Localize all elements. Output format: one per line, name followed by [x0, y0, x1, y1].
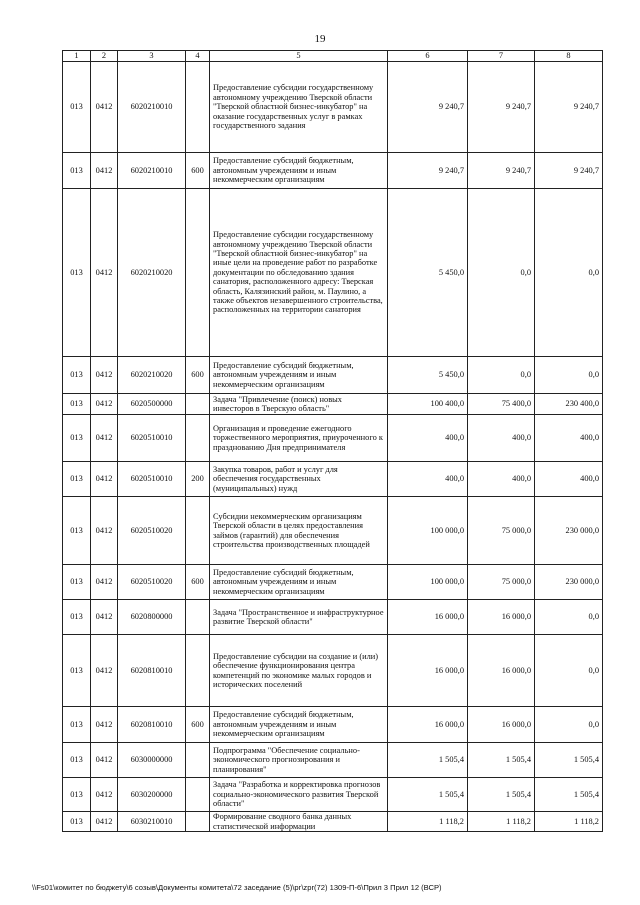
- table-cell: [186, 62, 210, 153]
- table-cell: 6030210010: [118, 812, 186, 832]
- table-cell: [186, 415, 210, 462]
- table-cell: 16 000,0: [468, 707, 535, 743]
- column-header: 3: [118, 51, 186, 62]
- table-cell: Предоставление субсидий бюджетным, автономным учреждениям и иным некоммерческим организациям: [210, 565, 388, 600]
- table-cell: [186, 497, 210, 565]
- table-cell: 200: [186, 462, 210, 497]
- table-cell: 6020510010: [118, 462, 186, 497]
- table-cell: 400,0: [388, 462, 468, 497]
- table-cell: 400,0: [468, 415, 535, 462]
- column-header: 5: [210, 51, 388, 62]
- table-cell: 1 118,2: [535, 812, 603, 832]
- table-cell: 6020210020: [118, 357, 186, 394]
- table-cell: 0412: [91, 497, 118, 565]
- column-header: 6: [388, 51, 468, 62]
- table-cell: 16 000,0: [388, 600, 468, 635]
- table-cell: 013: [63, 357, 91, 394]
- table-cell: 013: [63, 497, 91, 565]
- table-cell: 0,0: [535, 635, 603, 707]
- table-cell: 0,0: [535, 189, 603, 357]
- table-cell: 6030000000: [118, 743, 186, 778]
- table-cell: Задача "Разработка и корректировка прогнозов социально-экономического развития Тверской области": [210, 778, 388, 812]
- table-row: [63, 635, 603, 707]
- table-cell: 16 000,0: [468, 635, 535, 707]
- table-cell: 16 000,0: [388, 707, 468, 743]
- table-row: [63, 778, 603, 812]
- table-cell: 6020510020: [118, 565, 186, 600]
- table-row: [63, 462, 603, 497]
- table-cell: Субсидии некоммерческим организациям Тверской области в целях предоставления займов (гарантий) для обеспечения строительства производственных площадей: [210, 497, 388, 565]
- table-row: [63, 707, 603, 743]
- table-cell: 1 505,4: [468, 778, 535, 812]
- table-cell: 400,0: [535, 462, 603, 497]
- table-cell: 013: [63, 812, 91, 832]
- table-cell: 600: [186, 565, 210, 600]
- table-cell: 0412: [91, 62, 118, 153]
- table-cell: 013: [63, 394, 91, 415]
- table-cell: 1 118,2: [388, 812, 468, 832]
- table-cell: 0412: [91, 462, 118, 497]
- table-cell: 0,0: [535, 707, 603, 743]
- table-cell: 6020810010: [118, 635, 186, 707]
- table-cell: 75 000,0: [468, 497, 535, 565]
- table-cell: 6020810010: [118, 707, 186, 743]
- table-cell: 6030200000: [118, 778, 186, 812]
- table-cell: Предоставление субсидии государственному автономному учреждению Тверской области "Тверской областной бизнес-инкубатор" на иные цели на проведение работ по разработке документации по обследованию здания санатория, расположенного адресу: Тверская область, Калязинский район, м. Паулино, а также объектов незавершенного строительства, расположенных на территории санатория: [210, 189, 388, 357]
- column-header: 4: [186, 51, 210, 62]
- table-cell: 230 400,0: [535, 394, 603, 415]
- table-row: [63, 394, 603, 415]
- table-cell: 6020510010: [118, 415, 186, 462]
- table-row: [63, 497, 603, 565]
- table-cell: [186, 635, 210, 707]
- table-cell: 013: [63, 707, 91, 743]
- table-cell: 1 505,4: [388, 778, 468, 812]
- table-cell: 6020500000: [118, 394, 186, 415]
- table-cell: Предоставление субсидий бюджетным, автономным учреждениям и иным некоммерческим организациям: [210, 153, 388, 189]
- table-cell: 600: [186, 707, 210, 743]
- table-cell: 1 505,4: [468, 743, 535, 778]
- table-cell: 013: [63, 189, 91, 357]
- table-cell: [186, 394, 210, 415]
- table-cell: 0412: [91, 189, 118, 357]
- table-cell: 0,0: [468, 357, 535, 394]
- table-cell: Закупка товаров, работ и услуг для обеспечения государственных (муниципальных) нужд: [210, 462, 388, 497]
- table-row: [63, 153, 603, 189]
- table-cell: [186, 778, 210, 812]
- table-cell: Подпрограмма "Обеспечение социально-экономического прогнозирования и планирования": [210, 743, 388, 778]
- table-cell: 9 240,7: [535, 153, 603, 189]
- table-cell: [186, 189, 210, 357]
- table-row: [63, 189, 603, 357]
- table-cell: 9 240,7: [535, 62, 603, 153]
- table-cell: Задача "Пространственное и инфраструктурное развитие Тверской области": [210, 600, 388, 635]
- table-cell: 6020210010: [118, 153, 186, 189]
- table-cell: 6020800000: [118, 600, 186, 635]
- header-row: [63, 51, 603, 62]
- table-cell: [186, 812, 210, 832]
- table-cell: 5 450,0: [388, 357, 468, 394]
- table-cell: 013: [63, 462, 91, 497]
- table-cell: 75 400,0: [468, 394, 535, 415]
- table-cell: 6020510020: [118, 497, 186, 565]
- table-cell: 0,0: [468, 189, 535, 357]
- table-row: [63, 743, 603, 778]
- budget-table: [62, 50, 603, 832]
- table-cell: 100 000,0: [388, 497, 468, 565]
- table-cell: 75 000,0: [468, 565, 535, 600]
- table-cell: 9 240,7: [468, 153, 535, 189]
- column-header: 2: [91, 51, 118, 62]
- table-cell: 16 000,0: [468, 600, 535, 635]
- table-cell: 600: [186, 153, 210, 189]
- table-row: [63, 812, 603, 832]
- table-cell: 5 450,0: [388, 189, 468, 357]
- table-cell: 16 000,0: [388, 635, 468, 707]
- page-number: 19: [314, 33, 326, 45]
- table-cell: 1 118,2: [468, 812, 535, 832]
- table-cell: Предоставление субсидий бюджетным, автономным учреждениям и иным некоммерческим организациям: [210, 707, 388, 743]
- table-cell: 9 240,7: [468, 62, 535, 153]
- table-cell: 6020210010: [118, 62, 186, 153]
- table-cell: Предоставление субсидии государственному автономному учреждению Тверской области "Тверской областной бизнес-инкубатор" на оказание государственных услуг в рамках государственного задания: [210, 62, 388, 153]
- table-cell: 013: [63, 743, 91, 778]
- table-row: [63, 357, 603, 394]
- table-cell: 0,0: [535, 600, 603, 635]
- table-cell: 0412: [91, 778, 118, 812]
- table-cell: 9 240,7: [388, 153, 468, 189]
- table-cell: Предоставление субсидий бюджетным, автономным учреждениям и иным некоммерческим организациям: [210, 357, 388, 394]
- table-cell: Предоставление субсидии на создание и (или) обеспечение функционирования центра компетенций по экономике малых городов и исторических поселений: [210, 635, 388, 707]
- table-cell: 400,0: [388, 415, 468, 462]
- table-cell: 013: [63, 565, 91, 600]
- table-cell: 100 000,0: [388, 565, 468, 600]
- table-cell: 600: [186, 357, 210, 394]
- table-cell: 0412: [91, 394, 118, 415]
- table-cell: 013: [63, 62, 91, 153]
- table-cell: 0,0: [535, 357, 603, 394]
- table-row: [63, 600, 603, 635]
- table-cell: 9 240,7: [388, 62, 468, 153]
- table-cell: 230 000,0: [535, 565, 603, 600]
- table-row: [63, 565, 603, 600]
- table-cell: 0412: [91, 635, 118, 707]
- table-cell: 0412: [91, 153, 118, 189]
- table-row: [63, 62, 603, 153]
- table-cell: 1 505,4: [388, 743, 468, 778]
- table-cell: [186, 743, 210, 778]
- table-cell: 0412: [91, 415, 118, 462]
- table-cell: 400,0: [535, 415, 603, 462]
- file-path-footer: \\Fs01\комитет по бюджету\6 созыв\Документы комитета\72 заседание (5)\рг\zpr(72) 1309-П-6\Прил 3 Прил 12 (ВСР): [32, 883, 442, 892]
- column-header: 1: [63, 51, 91, 62]
- table-cell: Задача "Привлечение (поиск) новых инвесторов в Тверскую область": [210, 394, 388, 415]
- table-cell: 013: [63, 778, 91, 812]
- table-cell: 0412: [91, 565, 118, 600]
- table-cell: Формирование сводного банка данных статистической информации: [210, 812, 388, 832]
- table-cell: 0412: [91, 707, 118, 743]
- table-cell: 100 400,0: [388, 394, 468, 415]
- table-cell: 400,0: [468, 462, 535, 497]
- table-cell: 0412: [91, 743, 118, 778]
- table-cell: 6020210020: [118, 189, 186, 357]
- table-cell: 1 505,4: [535, 778, 603, 812]
- table-cell: [186, 600, 210, 635]
- column-header: 8: [535, 51, 603, 62]
- column-header: 7: [468, 51, 535, 62]
- table-cell: 013: [63, 600, 91, 635]
- table-cell: 0412: [91, 600, 118, 635]
- table-cell: Организация и проведение ежегодного торжественного мероприятия, приуроченного к празднованию Дня предпринимателя: [210, 415, 388, 462]
- table-row: [63, 415, 603, 462]
- table-cell: 013: [63, 415, 91, 462]
- table-cell: 013: [63, 153, 91, 189]
- table-cell: 0412: [91, 812, 118, 832]
- table-cell: 013: [63, 635, 91, 707]
- table-cell: 230 000,0: [535, 497, 603, 565]
- table-cell: 1 505,4: [535, 743, 603, 778]
- table-cell: 0412: [91, 357, 118, 394]
